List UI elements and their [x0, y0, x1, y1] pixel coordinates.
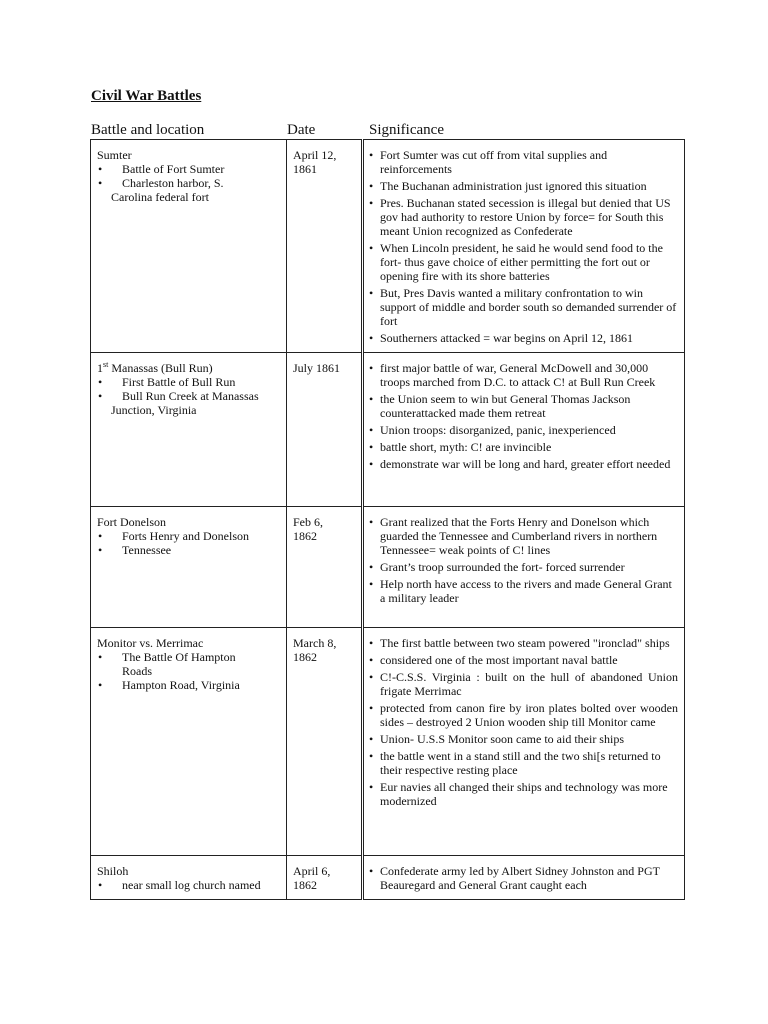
location-item: • First Battle of Bull Run	[98, 375, 236, 389]
significance-cell	[363, 628, 685, 856]
significance-item: • considered one of the most important naval battle	[369, 653, 618, 667]
battle-cell	[91, 140, 287, 353]
significance-item: • battle short, myth: C! are invincible	[369, 440, 552, 454]
battle-name: Monitor vs. Merrimac	[97, 636, 204, 650]
bullet-icon: •	[369, 749, 374, 763]
table-row	[91, 140, 685, 353]
location-item: • Charleston harbor, S.	[98, 176, 224, 190]
table-row	[91, 856, 685, 900]
table-row	[91, 507, 685, 628]
location-item-continued: Roads	[122, 664, 152, 678]
bullet-icon: •	[98, 389, 103, 403]
significance-item: • Help north have access to the rivers and made General Grant a military leader	[369, 577, 672, 605]
bullet-icon: •	[369, 179, 374, 193]
significance-cell	[363, 140, 685, 353]
battle-name: Shiloh	[97, 864, 129, 878]
significance-item: • But, Pres Davis wanted a military confrontation to win support of middle and border south so demanded surrender of fort	[369, 286, 677, 328]
date-cell	[287, 140, 363, 353]
header-significance: Significance	[369, 122, 444, 138]
location-item: • The Battle Of Hampton	[98, 650, 236, 664]
significance-cell	[363, 856, 685, 900]
date-line: 1862	[293, 529, 317, 543]
bullet-icon: •	[369, 732, 374, 746]
significance-item: • Grant’s troop surrounded the fort- forced surrender	[369, 560, 625, 574]
battle-cell	[91, 856, 287, 900]
date-line: 1861	[293, 162, 317, 176]
significance-item: • protected from canon fire by iron plates bolted over wooden sides – destroyed 2 Union wooden ship till Monitor came	[369, 701, 678, 729]
header-battle-location: Battle and location	[91, 122, 205, 138]
location-item: • Tennessee	[98, 543, 172, 557]
significance-item: • the battle went in a stand still and the two shi[s returned to their respective resting place	[369, 749, 661, 777]
date-line: July 1861	[293, 361, 341, 375]
bullet-icon: •	[369, 670, 374, 684]
battle-cell	[91, 507, 287, 628]
bullet-icon: •	[98, 375, 103, 389]
bullet-icon: •	[98, 650, 103, 664]
significance-item: • Confederate army led by Albert Sidney Johnston and PGT Beauregard and General Grant caught each	[369, 864, 660, 892]
bullet-icon: •	[98, 543, 103, 557]
bullet-icon: •	[369, 560, 374, 574]
date-line: Feb 6,	[293, 515, 323, 529]
battle-name: Fort Donelson	[97, 515, 166, 529]
bullet-icon: •	[369, 241, 374, 255]
bullet-icon: •	[98, 878, 103, 892]
significance-cell	[363, 353, 685, 507]
bullet-icon: •	[369, 331, 374, 345]
bullet-icon: •	[369, 457, 374, 471]
significance-item: • demonstrate war will be long and hard, greater effort needed	[369, 457, 671, 471]
significance-item: • Union troops: disorganized, panic, inexperienced	[369, 423, 616, 437]
bullet-icon: •	[369, 423, 374, 437]
battle-cell	[91, 628, 287, 856]
significance-item: • first major battle of war, General McDowell and 30,000 troops marched from D.C. to attack C! at Bull Run Creek	[369, 361, 656, 389]
location-item: • near small log church named	[98, 878, 261, 892]
bullet-icon: •	[369, 636, 374, 650]
location-item-continued: Junction, Virginia	[111, 403, 197, 417]
significance-item: • Eur navies all changed their ships and technology was more modernized	[369, 780, 668, 808]
significance-item: • The first battle between two steam powered "ironclad" ships	[369, 636, 670, 650]
bullet-icon: •	[369, 653, 374, 667]
significance-item: • The Buchanan administration just ignored this situation	[369, 179, 647, 193]
location-item: • Hampton Road, Virginia	[98, 678, 240, 692]
date-line: 1862	[293, 650, 317, 664]
page-title: Civil War Battles	[91, 88, 202, 104]
significance-cell	[363, 507, 685, 628]
date-cell	[287, 628, 363, 856]
significance-item: • C!-C.S.S. Virginia : built on the hull of abandoned Union frigate Merrimac	[369, 670, 678, 698]
significance-item: • Southerners attacked = war begins on April 12, 1861	[369, 331, 634, 345]
bullet-icon: •	[369, 392, 374, 406]
location-item: • Forts Henry and Donelson	[98, 529, 249, 543]
bullet-icon: •	[369, 515, 374, 529]
bullet-icon: •	[369, 864, 374, 878]
date-line: April 12,	[293, 148, 337, 162]
bullet-icon: •	[369, 196, 374, 210]
significance-item: • When Lincoln president, he said he would send food to the fort- thus gave choice of either permitting the fort out or opening fire with its shore batteries	[369, 241, 663, 283]
bullet-icon: •	[369, 148, 374, 162]
table-row	[91, 628, 685, 856]
battles-table	[90, 139, 685, 900]
bullet-icon: •	[369, 361, 374, 375]
bullet-icon: •	[369, 577, 374, 591]
date-cell	[287, 856, 363, 900]
bullet-icon: •	[98, 529, 103, 543]
location-item-continued: Carolina federal fort	[111, 190, 209, 204]
battle-cell	[91, 353, 287, 507]
date-line: March 8,	[293, 636, 337, 650]
significance-item: • the Union seem to win but General Thomas Jackson counterattacked made them retreat	[369, 392, 631, 420]
bullet-icon: •	[98, 678, 103, 692]
table-row	[91, 353, 685, 507]
bullet-icon: •	[369, 780, 374, 794]
battle-name: Sumter	[97, 148, 132, 162]
header-date: Date	[287, 122, 316, 138]
date-line: 1862	[293, 878, 317, 892]
location-item: • Bull Run Creek at Manassas	[98, 389, 259, 403]
bullet-icon: •	[369, 440, 374, 454]
bullet-icon: •	[369, 286, 374, 300]
date-cell	[287, 353, 363, 507]
significance-item: • Fort Sumter was cut off from vital supplies and reinforcements	[369, 148, 608, 176]
bullet-icon: •	[98, 162, 103, 176]
location-item: • Battle of Fort Sumter	[98, 162, 225, 176]
bullet-icon: •	[369, 701, 374, 715]
battle-name: 1st Manassas (Bull Run)	[97, 360, 213, 375]
date-cell	[287, 507, 363, 628]
significance-item: • Pres. Buchanan stated secession is illegal but denied that US gov had authority to restore Union by force= for South this meant Union recognized as Confederate	[369, 196, 671, 238]
significance-item: • Grant realized that the Forts Henry and Donelson which guarded the Tennessee and Cumberland rivers in northern Tennessee= weak points of C! lines	[369, 515, 658, 557]
date-line: April 6,	[293, 864, 331, 878]
bullet-icon: •	[98, 176, 103, 190]
significance-item: • Union- U.S.S Monitor soon came to aid their ships	[369, 732, 624, 746]
